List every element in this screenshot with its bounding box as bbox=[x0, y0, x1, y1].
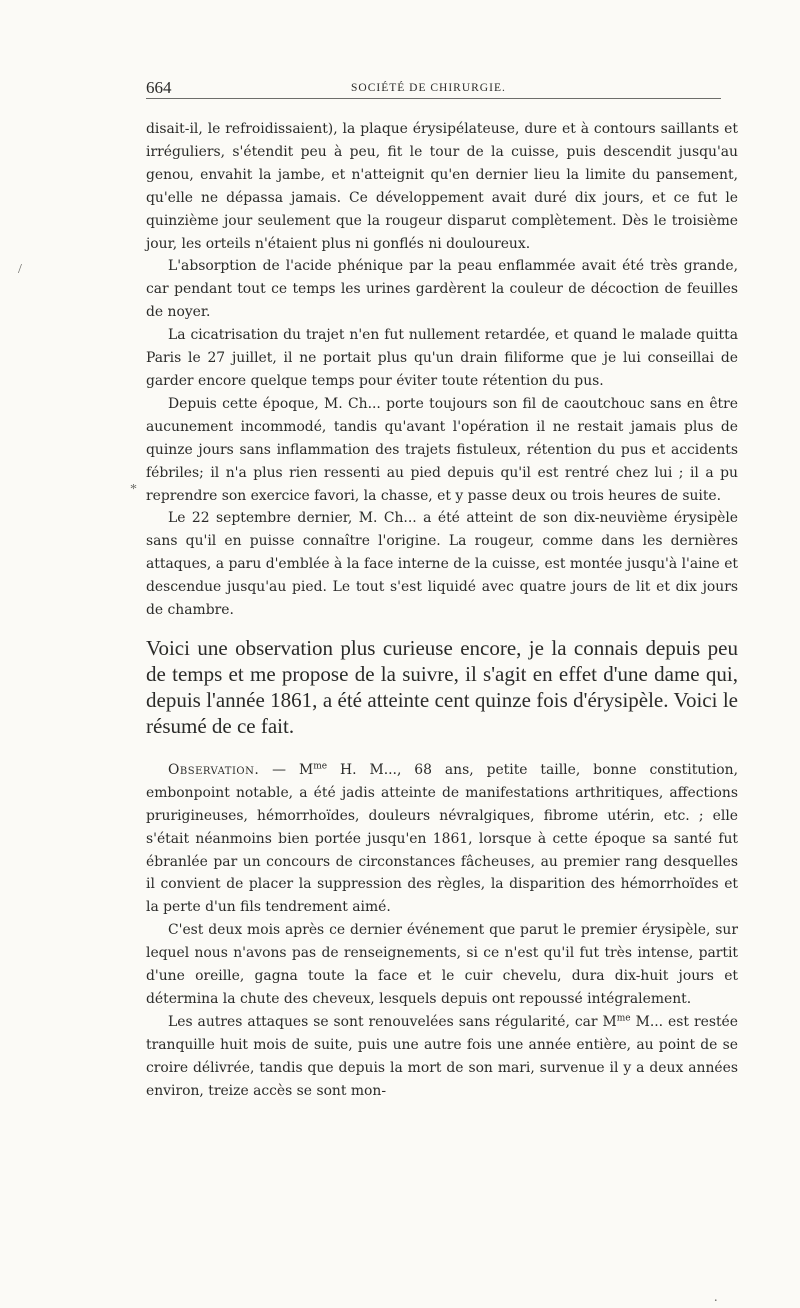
paragraph: L'absorption de l'acide phénique par la peau enflammée avait été très grande, car pendant tout ce temps les urines gardèrent la couleur de décoction de feuilles de noyer. bbox=[146, 258, 738, 321]
observation-paragraph bbox=[146, 1011, 738, 1103]
paragraph: La cicatrisation du trajet n'en fut nullement retardée, et quand le malade quitta Paris le 27 juillet, il ne portait plus qu'un drain filiforme que je lui conseillai de garder encore quelque temps pour éviter toute rétention du pus. bbox=[146, 327, 738, 389]
margin-mark: / bbox=[18, 262, 22, 277]
margin-mark: . bbox=[714, 1290, 718, 1305]
running-title: SOCIÉTÉ DE CHIRURGIE. bbox=[351, 82, 506, 94]
margin-mark: * bbox=[130, 482, 137, 497]
paragraph: Depuis cette époque, M. Ch... porte toujours son fil de caoutchouc sans en être aucunement incommodé, tandis qu'avant l'opération il ne restait jamais plus de quinze jours sans inflammation des trajets fistuleux, rétention du pus et accidents fébriles; il n'a plus rien ressenti au pied depuis qu'il est rentré chez lui ; il a pu reprendre son exercice favori, la chasse, et y passe deux ou trois heures de suite. bbox=[146, 395, 738, 504]
abbr-superscript: me bbox=[616, 1013, 631, 1024]
observation-label: Observation. bbox=[168, 761, 260, 778]
paragraph: disait-il, le refroidissaient), la plaque érysipélateuse, dure et à contours saillants et irréguliers, s'étendit peu à peu, fit le tour de la cuisse, puis descendit jusqu'au genou, envahit la jambe, et n'atteignit qu'en dernier lieu la limite du pansement, qu'elle ne dépassa jamais. Ce développement avait duré dix jours, et ce fut le quinzième jour seulement que la rougeur disparut complètement. Dès le troisième jour, les orteils n'étaient plus ni gonflés ni douloureux. bbox=[146, 121, 738, 252]
observation bbox=[146, 759, 738, 1103]
observation-dash: — bbox=[259, 761, 299, 778]
observation-paragraph: C'est deux mois après ce dernier événement que parut le premier érysipèle, sur lequel nous n'avons pas de renseignements, si ce n'est qu'il fut très intense, partit d'une oreille, gagna toute la face et le cuir chevelu, dura dix-huit jours et détermina la chute des cheveux, lesquels depuis ont repoussé intégralement. bbox=[146, 922, 738, 1007]
abbr-madame: M bbox=[299, 761, 314, 778]
observation-paragraph bbox=[146, 759, 738, 919]
page bbox=[146, 72, 738, 1103]
body-text bbox=[146, 118, 738, 622]
observation-text: H. M..., 68 ans, petite taille, bonne constitution, embonpoint notable, a été jadis atteinte de manifestations arthritiques, affections prurigineuses, hémorrhoïdes, douleurs névralgiques, fibrome utérin, etc. ; elle s'était néanmoins bien portée jusqu'en 1861, lorsque à cette époque sa santé fut ébranlée par un concours de circonstances fâcheuses, au premier rang desquelles il convient de placer la suppression des règles, la disparition des hémorrhoïdes et la perte d'un fils tendrement aimé. bbox=[146, 761, 738, 916]
intro-paragraph: Voici une observation plus curieuse encore, je la connais depuis peu de temps et me propose de la suivre, il s'agit en effet d'une dame qui, depuis l'année 1861, a été atteinte cent quinze fois d'érysipèle. Voici le résumé de ce fait. bbox=[146, 635, 738, 738]
page-header bbox=[146, 72, 721, 99]
observation-text: Les autres attaques se sont renouvelées sans régularité, car M bbox=[168, 1013, 617, 1030]
page-number: 664 bbox=[146, 78, 172, 97]
paragraph: Le 22 septembre dernier, M. Ch... a été atteint de son dix-neuvième érysipèle sans qu'il en puisse connaître l'origine. La rougeur, comme dans les dernières attaques, a paru d'emblée à la face interne de la cuisse, est montée jusqu'à l'aine et descendue jusqu'au pied. Le tout s'est liquidé avec quatre jours de lit et dix jours de chambre. bbox=[146, 510, 738, 619]
abbr-superscript: me bbox=[313, 761, 328, 772]
observation-text: M... est restée tranquille huit mois de suite, puis une autre fois une année entière, au point de se croire délivrée, tandis que depuis la mort de son mari, survenue il y a deux années environ, treize accès se sont mon- bbox=[146, 1013, 738, 1099]
